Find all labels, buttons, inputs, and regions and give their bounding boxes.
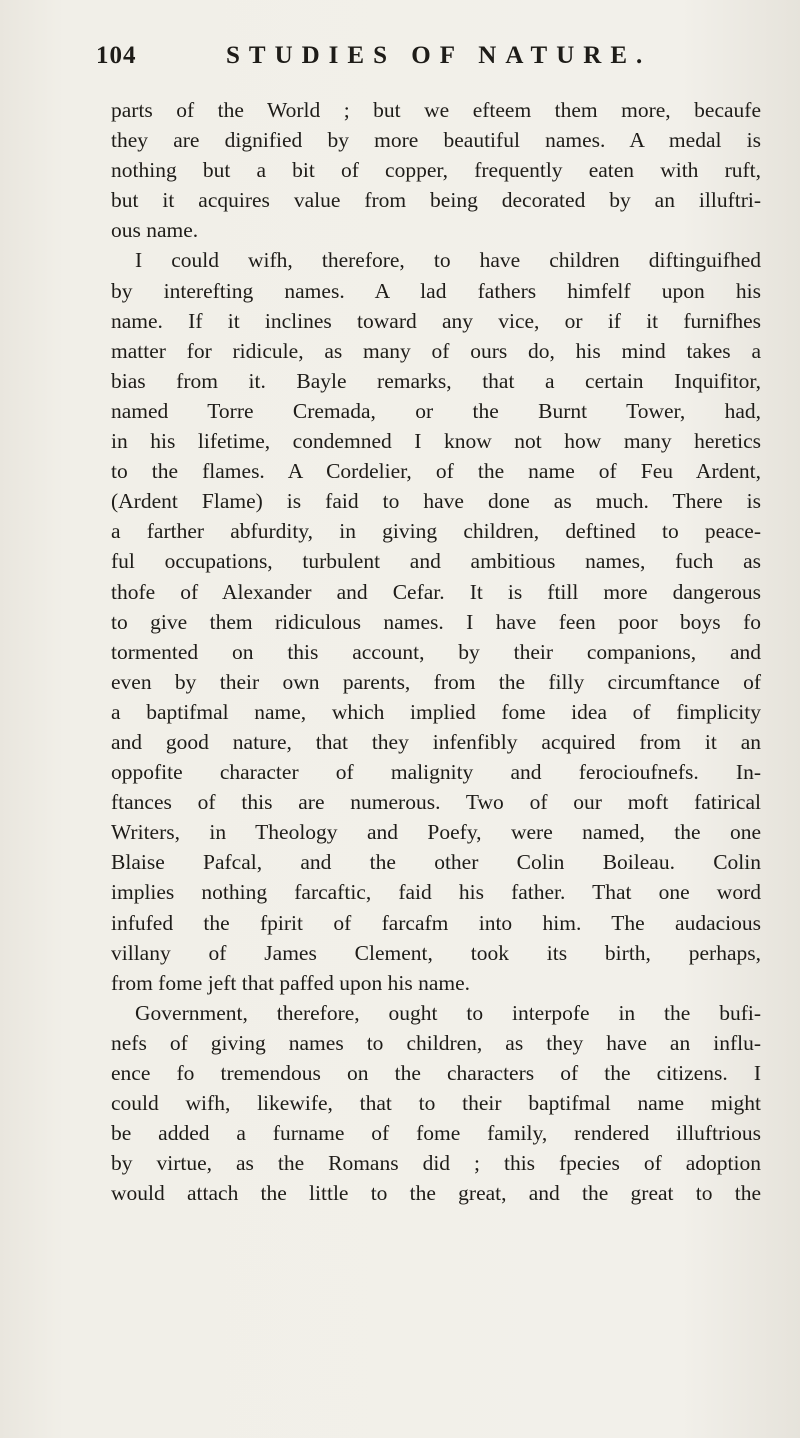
text-line: by virtue, as the Romans did ; this fpecies of adoption [111,1151,761,1176]
body-text [111,95,761,1208]
text-line: bias from it. Bayle remarks, that a certain Inquifitor, [111,368,761,393]
text-line: and good nature, that they infenfibly acquired from it an [111,729,761,754]
text-line: villany of James Clement, took its birth, perhaps, [111,940,761,965]
text-line: oppofite character of malignity and ferocioufnefs. In- [111,760,761,785]
text-line: tormented on this account, by their companions, and [111,639,761,664]
text-line: a baptifmal name, which implied fome idea of fimplicity [111,699,761,724]
text-line: nothing but a bit of copper, frequently eaten with ruft, [111,158,761,183]
text-line: nefs of giving names to children, as they have an influ- [111,1030,761,1055]
text-line: name. If it inclines toward any vice, or if it furnifhes [111,308,761,333]
text-line: Blaise Pafcal, and the other Colin Boileau. Colin [111,850,761,875]
page-number: 104 [96,42,137,69]
text-line: could wifh, likewife, that to their baptifmal name might [111,1091,761,1116]
text-line: implies nothing farcaftic, faid his father. That one word [111,880,761,905]
text-line: would attach the little to the great, and the great to the [111,1181,761,1206]
text-line: ence fo tremendous on the characters of the citizens. I [111,1061,761,1085]
text-line: they are dignified by more beautiful names. A medal is [111,128,761,153]
text-line: but it acquires value from being decorated by an illuftri- [111,188,761,213]
text-line: Writers, in Theology and Poefy, were named, the one [111,820,761,845]
text-line: in his lifetime, condemned I know not how many heretics [111,429,761,454]
text-line: from fome jeft that paffed upon his name. [111,970,471,995]
text-line: be added a furname of fome family, rendered illuftrious [111,1121,761,1146]
text-line: infufed the fpirit of farcafm into him. The audacious [111,910,761,935]
text-line: ous name. [111,218,199,243]
text-line: thofe of Alexander and Cefar. It is ftill more dangerous [111,579,761,604]
text-line: a farther abfurdity, in giving children, deftined to peace- [111,519,761,544]
running-title: STUDIES OF NATURE. [226,42,652,69]
running-head [96,42,756,76]
text-line: ful occupations, turbulent and ambitious names, fuch as [111,549,761,574]
text-line: matter for ridicule, as many of ours do, his mind takes a [111,338,761,363]
text-line: ftances of this are numerous. Two of our moft fatirical [111,790,761,815]
text-line: I could wifh, therefore, to have children diftinguifhed [135,248,761,273]
text-line: (Ardent Flame) is faid to have done as much. There is [111,489,761,514]
text-line: by interefting names. A lad fathers himfelf upon his [111,278,761,303]
text-line: Government, therefore, ought to interpofe in the bufi- [135,1000,761,1025]
text-line: even by their own parents, from the filly circumftance of [111,669,761,694]
text-line: to the flames. A Cordelier, of the name of Feu Ardent, [111,459,761,484]
text-line: to give them ridiculous names. I have feen poor boys fo [111,609,761,634]
text-line: parts of the World ; but we efteem them more, becaufe [111,98,761,122]
text-line: named Torre Cremada, or the Burnt Tower, had, [111,398,761,423]
